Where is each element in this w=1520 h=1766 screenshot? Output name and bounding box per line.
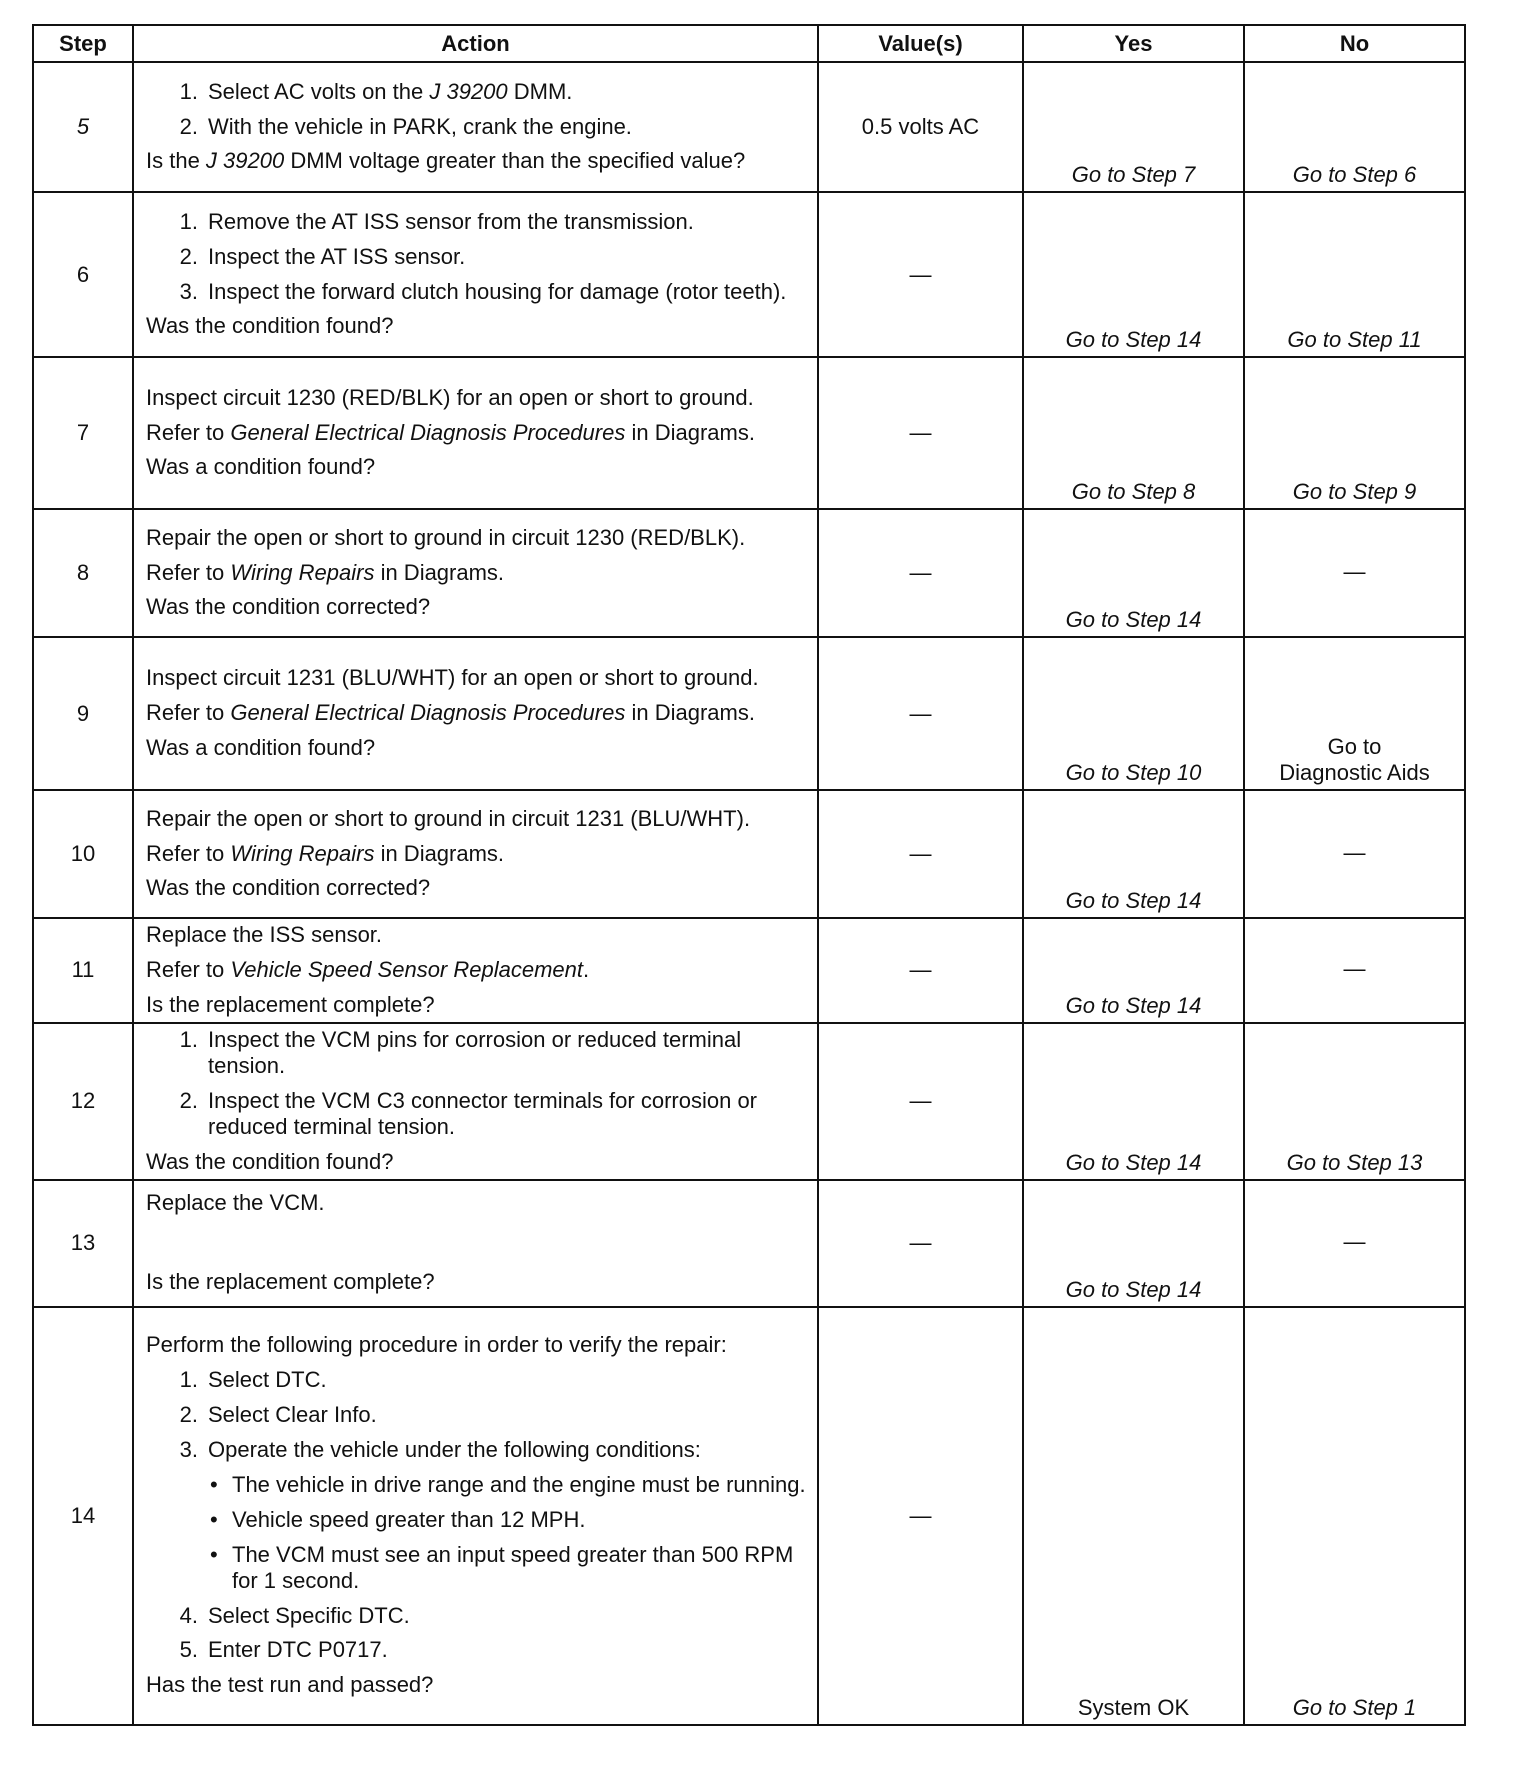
- question-text: Is the replacement complete?: [146, 991, 435, 1017]
- question-text: Was a condition found?: [146, 454, 376, 480]
- yes-cell: Go to Step 7: [1023, 62, 1244, 192]
- item-text: With the vehicle in PARK, crank the engine.: [208, 113, 632, 139]
- item-number: 2.: [179, 113, 198, 139]
- yes-cell: Go to Step 14: [1023, 1023, 1244, 1180]
- step-number: 8: [33, 509, 133, 637]
- item-number: 1.: [179, 78, 198, 104]
- no-cell: Go to Diagnostic Aids: [1244, 637, 1465, 790]
- header-no: No: [1244, 25, 1465, 62]
- numbered-item: 3. Operate the vehicle under the following conditions:: [179, 1436, 701, 1462]
- no-cell: —: [1244, 1180, 1465, 1307]
- no-cell: —: [1244, 790, 1465, 918]
- table-row: [33, 637, 1465, 790]
- step-number: 6: [33, 192, 133, 357]
- no-cell: Go to Step 13: [1244, 1023, 1465, 1180]
- action-cell: [133, 1023, 818, 1180]
- header-yes: Yes: [1023, 25, 1244, 62]
- step-number: 13: [33, 1180, 133, 1307]
- value-cell: —: [818, 1023, 1023, 1180]
- value-cell: —: [818, 1307, 1023, 1725]
- table-row: [33, 918, 1465, 1023]
- intro-text: Perform the following procedure in order to verify the repair:: [146, 1331, 727, 1357]
- action-text: Replace the VCM.: [146, 1190, 325, 1216]
- step-number: 12: [33, 1023, 133, 1180]
- value-cell: —: [818, 918, 1023, 1023]
- question-text: Was the condition found?: [146, 1148, 394, 1174]
- numbered-item: 2. Inspect the VCM C3 connector terminals for corrosion or reduced terminal tension.: [179, 1087, 758, 1139]
- header-row: [33, 25, 1465, 62]
- value-cell: —: [818, 192, 1023, 357]
- yes-cell: System OK: [1023, 1307, 1244, 1725]
- table-row: [33, 1180, 1465, 1307]
- action-text: Inspect circuit 1230 (RED/BLK) for an open or short to ground.: [146, 384, 754, 410]
- action-cell: [133, 509, 818, 637]
- reference-text: Refer to General Electrical Diagnosis Procedures in Diagrams.: [146, 419, 755, 445]
- table-row: [33, 62, 1465, 192]
- yes-cell: Go to Step 14: [1023, 192, 1244, 357]
- numbered-item: 1. Inspect the VCM pins for corrosion or reduced terminal tension.: [179, 1026, 742, 1078]
- value-cell: 0.5 volts AC: [818, 62, 1023, 192]
- tool-name: J 39200: [429, 78, 508, 104]
- question-text: Is the replacement complete?: [146, 1269, 435, 1295]
- no-cell: Go to Step 9: [1244, 357, 1465, 509]
- numbered-item: 2. Select Clear Info.: [179, 1401, 377, 1427]
- yes-cell: Go to Step 10: [1023, 637, 1244, 790]
- no-cell: —: [1244, 918, 1465, 1023]
- value-cell: —: [818, 790, 1023, 918]
- question-text: Was the condition found?: [146, 313, 394, 339]
- numbered-item: 3. Inspect the forward clutch housing for damage (rotor teeth).: [179, 278, 787, 304]
- numbered-item: [146, 79, 807, 105]
- yes-cell: Go to Step 8: [1023, 357, 1244, 509]
- numbered-item: 1. Remove the AT ISS sensor from the transmission.: [179, 208, 694, 234]
- numbered-item: 4. Select Specific DTC.: [179, 1602, 410, 1628]
- action-cell: [133, 790, 818, 918]
- question-text: Has the test run and passed?: [146, 1672, 434, 1698]
- action-cell: [133, 918, 818, 1023]
- no-cell: —: [1244, 509, 1465, 637]
- question-text: Was a condition found?: [146, 734, 376, 760]
- reference-text: Refer to Wiring Repairs in Diagrams.: [146, 840, 505, 866]
- step-number: 9: [33, 637, 133, 790]
- action-cell: [133, 357, 818, 509]
- action-text: Repair the open or short to ground in circuit 1231 (BLU/WHT).: [146, 805, 751, 831]
- value-cell: —: [818, 1180, 1023, 1307]
- action-cell: [133, 637, 818, 790]
- numbered-item: 5. Enter DTC P0717.: [179, 1637, 388, 1663]
- step-number: 10: [33, 790, 133, 918]
- action-cell: [133, 1180, 818, 1307]
- table-row: [33, 1307, 1465, 1725]
- numbered-item: [146, 114, 807, 140]
- header-action: Action: [133, 25, 818, 62]
- numbered-item: 2. Inspect the AT ISS sensor.: [179, 243, 466, 269]
- value-cell: —: [818, 509, 1023, 637]
- no-cell: Go to Step 1: [1244, 1307, 1465, 1725]
- step-number: 7: [33, 357, 133, 509]
- step-number: 14: [33, 1307, 133, 1725]
- bullet-item: • The vehicle in drive range and the engine must be running.: [210, 1471, 806, 1497]
- step-number: 11: [33, 918, 133, 1023]
- question-text: Is the J 39200 DMM voltage greater than the specified value?: [146, 148, 746, 174]
- question-text: Was the condition corrected?: [146, 875, 431, 901]
- action-cell: [133, 62, 818, 192]
- no-cell: Go to Step 6: [1244, 62, 1465, 192]
- action-text: Repair the open or short to ground in circuit 1230 (RED/BLK).: [146, 524, 746, 550]
- table-row: [33, 790, 1465, 918]
- table-row: [33, 509, 1465, 637]
- step-number: 5: [33, 62, 133, 192]
- header-values: Value(s): [818, 25, 1023, 62]
- reference-text: Refer to Wiring Repairs in Diagrams.: [146, 559, 505, 585]
- table-row: [33, 357, 1465, 509]
- table-row: [33, 1023, 1465, 1180]
- diagnostic-table: [32, 24, 1466, 1726]
- action-text: Replace the ISS sensor.: [146, 922, 383, 947]
- value-cell: —: [818, 637, 1023, 790]
- question-text: Was the condition corrected?: [146, 594, 431, 620]
- no-cell: Go to Step 11: [1244, 192, 1465, 357]
- item-text: Select AC volts on the: [208, 78, 430, 104]
- reference-text: Refer to Vehicle Speed Sensor Replacement.: [146, 956, 590, 982]
- header-step: Step: [33, 25, 133, 62]
- item-text: DMM.: [507, 78, 573, 104]
- yes-cell: Go to Step 14: [1023, 509, 1244, 637]
- yes-cell: Go to Step 14: [1023, 790, 1244, 918]
- table-row: [33, 192, 1465, 357]
- bullet-item: • Vehicle speed greater than 12 MPH.: [210, 1506, 586, 1532]
- value-cell: —: [818, 357, 1023, 509]
- action-cell: [133, 1307, 818, 1725]
- reference-text: Refer to General Electrical Diagnosis Procedures in Diagrams.: [146, 700, 755, 726]
- yes-cell: Go to Step 14: [1023, 1180, 1244, 1307]
- action-cell: [133, 192, 818, 357]
- yes-cell: Go to Step 14: [1023, 918, 1244, 1023]
- bullet-item: • The VCM must see an input speed greater than 500 RPM for 1 second.: [210, 1541, 794, 1593]
- numbered-item: 1. Select DTC.: [179, 1366, 327, 1392]
- action-text: Inspect circuit 1231 (BLU/WHT) for an open or short to ground.: [146, 665, 759, 691]
